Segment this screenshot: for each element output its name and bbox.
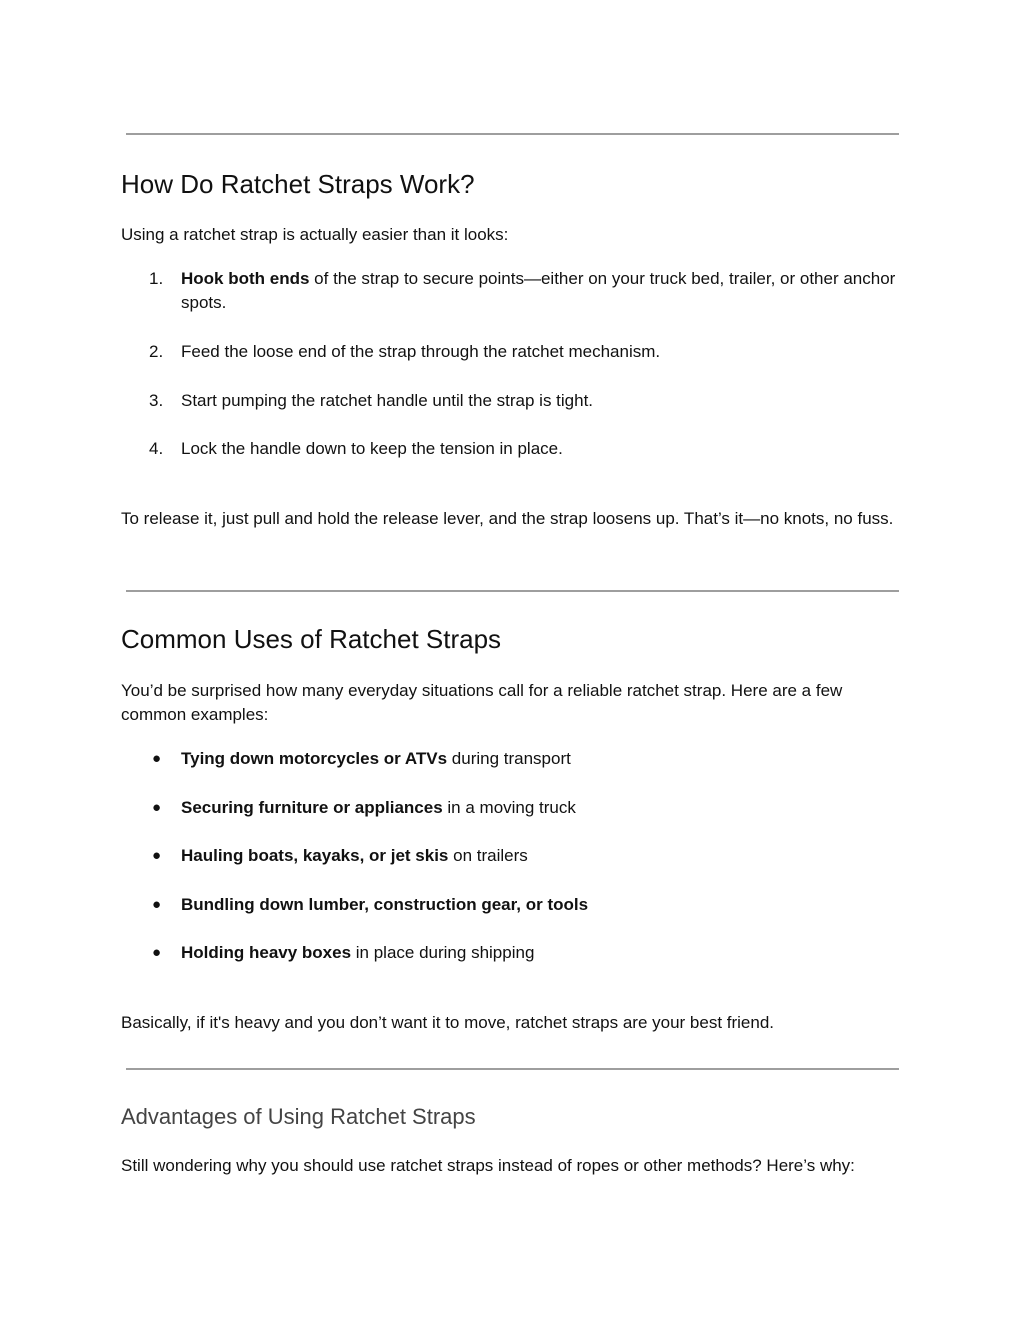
list-marker: 2. [149,342,164,361]
section-heading-common-uses: Common Uses of Ratchet Straps [121,624,502,654]
section-divider [126,590,899,592]
list-item [121,941,911,965]
list-item-text: Feed the loose end of the strap through the ratchet mechanism. [181,342,661,361]
bullet-icon: ● [152,944,162,961]
section-divider [126,133,899,135]
list-item-bold: Bundling down lumber, construction gear, or tools [181,895,589,914]
bullet-icon: ● [152,799,162,816]
section-intro: You’d be surprised how many everyday situations call for a reliable ratchet strap. Here are a few common examples: [121,681,843,724]
list-item-text: in place during shipping [351,943,535,962]
section-heading-advantages: Advantages of Using Ratchet Straps [121,1104,476,1129]
section-outro: To release it, just pull and hold the release lever, and the strap loosens up. That’s it—no knots, no fuss. [121,509,894,528]
section-heading-how-it-works: How Do Ratchet Straps Work? [121,169,475,199]
section-intro: Still wondering why you should use ratchet straps instead of ropes or other methods? Here’s why: [121,1156,855,1175]
list-item-text: of the strap to secure points—either on your truck bed, trailer, or other anchor spots. [181,269,896,312]
list-item-bold: Holding heavy boxes [181,943,352,962]
list-marker: 1. [149,269,164,288]
list-item [121,340,911,364]
list-item [121,389,911,413]
list-item [121,747,911,771]
bullet-icon: ● [152,750,162,767]
list-item [121,437,911,461]
list-item-text: during transport [447,749,571,768]
section-intro: Using a ratchet strap is actually easier than it looks: [121,225,509,244]
list-marker: 3. [149,391,164,410]
list-item-bold: Securing furniture or appliances [181,798,443,817]
list-item [121,844,911,868]
list-item-bold: Hook both ends [181,269,310,288]
section-outro: Basically, if it's heavy and you don’t want it to move, ratchet straps are your best friend. [121,1013,775,1032]
list-item [121,893,911,917]
list-item-text: in a moving truck [442,798,576,817]
list-item-bold: Hauling boats, kayaks, or jet skis [181,846,449,865]
bullet-icon: ● [152,847,162,864]
list-item-bold: Tying down motorcycles or ATVs [181,749,448,768]
list-item [121,796,911,820]
list-item-text: Start pumping the ratchet handle until the strap is tight. [181,391,594,410]
list-item-text: Lock the handle down to keep the tension in place. [181,439,563,458]
list-marker: 4. [149,439,164,458]
bullet-icon: ● [152,896,162,913]
section-divider [126,1068,899,1070]
list-item-text: on trailers [448,846,528,865]
list-item [121,267,911,315]
